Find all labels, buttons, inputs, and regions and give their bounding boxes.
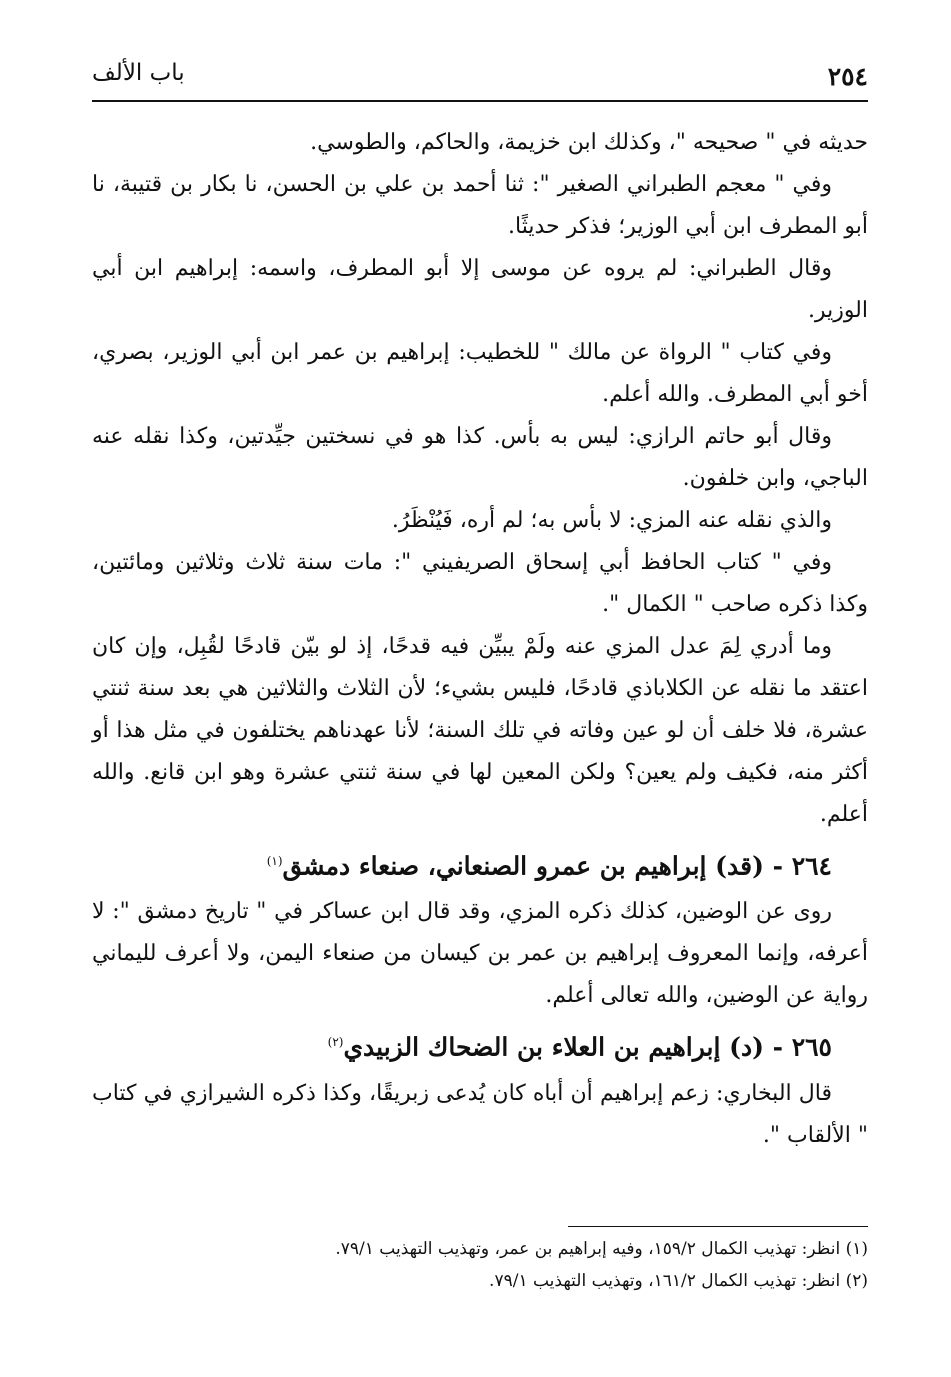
running-head: باب الألف [92,60,185,86]
page-number: ٢٥٤ [827,62,868,91]
paragraph-8: وما أدري لِمَ عدل المزي عنه ولَمْ يبيِّن فيه قدحًا، إذ لو بيّن قادحًا لقُبِل، وإن كان اعتقد ما نقله عن الكلاباذي قادحًا، فليس بشيء؛ لأن الثلاث والثلاثين هي بعد سنة ثنتي عشرة، فلا خلف أن لو عين وفاته في تلك السنة؛ لأنا عهدناهم يختلفون في مثل هذا أو أكثر منه، فكيف ولم يعين؟ ولكن المعين لها في سنة ثنتي عشرة وهو ابن قانع. والله أعلم. [92,634,868,827]
page-header [92,60,868,102]
entry-264-heading [92,836,868,891]
paragraph-10: قال البخاري: زعم إبراهيم أن أباه كان يُدعى زبريقًا، وكذا ذكره الشيرازي في كتاب " الألقاب ". [92,1080,868,1148]
paragraph-1: حديثه في " صحيحه "، وكذلك ابن خزيمة، والحاكم، والطوسي. [310,130,868,155]
entry-265-heading [92,1017,868,1072]
paragraph-5: وقال أبو حاتم الرازي: ليس به بأس. كذا هو في نسختين جيِّدتين، وكذا نقله عنه الباجي، وابن خلفون. [92,424,868,491]
entry-265-title: ٢٦٥ - (د) إبراهيم بن العلاء بن الضحاك الزبيدي [343,1032,832,1062]
paragraph-7: وفي " كتاب الحافظ أبي إسحاق الصريفيني ": مات سنة ثلاث وثلاثين ومائتين، وكذا ذكره صاحب " الكمال ". [92,550,868,617]
paragraph-2: وفي " معجم الطبراني الصغير ": ثنا أحمد بن علي بن الحسن، نا بكار بن قتيبة، نا أبو المطرف ابن أبي الوزير؛ فذكر حديثًا. [92,172,868,239]
footnotes [92,1226,868,1297]
footnote-ref-1[interactable]: (١) [266,854,283,868]
footnote-1: (١) انظر: تهذيب الكمال ١٥٩/٢، وفيه إبراهيم بن عمر، وتهذيب التهذيب ٧٩/١. [335,1239,868,1259]
paragraph-3: وقال الطبراني: لم يروه عن موسى إلا أبو المطرف، واسمه: إبراهيم ابن أبي الوزير. [92,256,868,323]
footnote-2: (٢) انظر: تهذيب الكمال ١٦١/٢، وتهذيب التهذيب ٧٩/١. [489,1271,868,1291]
page-body [92,122,868,1157]
entry-264-title: ٢٦٤ - (قد) إبراهيم بن عمرو الصنعاني، صنعاء دمشق [282,851,832,881]
paragraph-9: روى عن الوضين، كذلك ذكره المزي، وقد قال ابن عساكر في " تاريخ دمشق ": لا أعرفه، وإنما المعروف إبراهيم بن عمر بن كيسان من صنعاء اليمن، ولا أعرف لليماني رواية عن الوضين، والله تعالى أعلم. [92,899,868,1009]
paragraph-6: والذي نقله عنه المزي: لا بأس به؛ لم أره، فَيُنْظَرُ. [391,508,832,533]
footnote-ref-2[interactable]: (٢) [327,1035,344,1050]
paragraph-4: وفي كتاب " الرواة عن مالك " للخطيب: إبراهيم بن عمر ابن أبي الوزير، بصري، أخو أبي المطرف. والله أعلم. [92,340,868,407]
